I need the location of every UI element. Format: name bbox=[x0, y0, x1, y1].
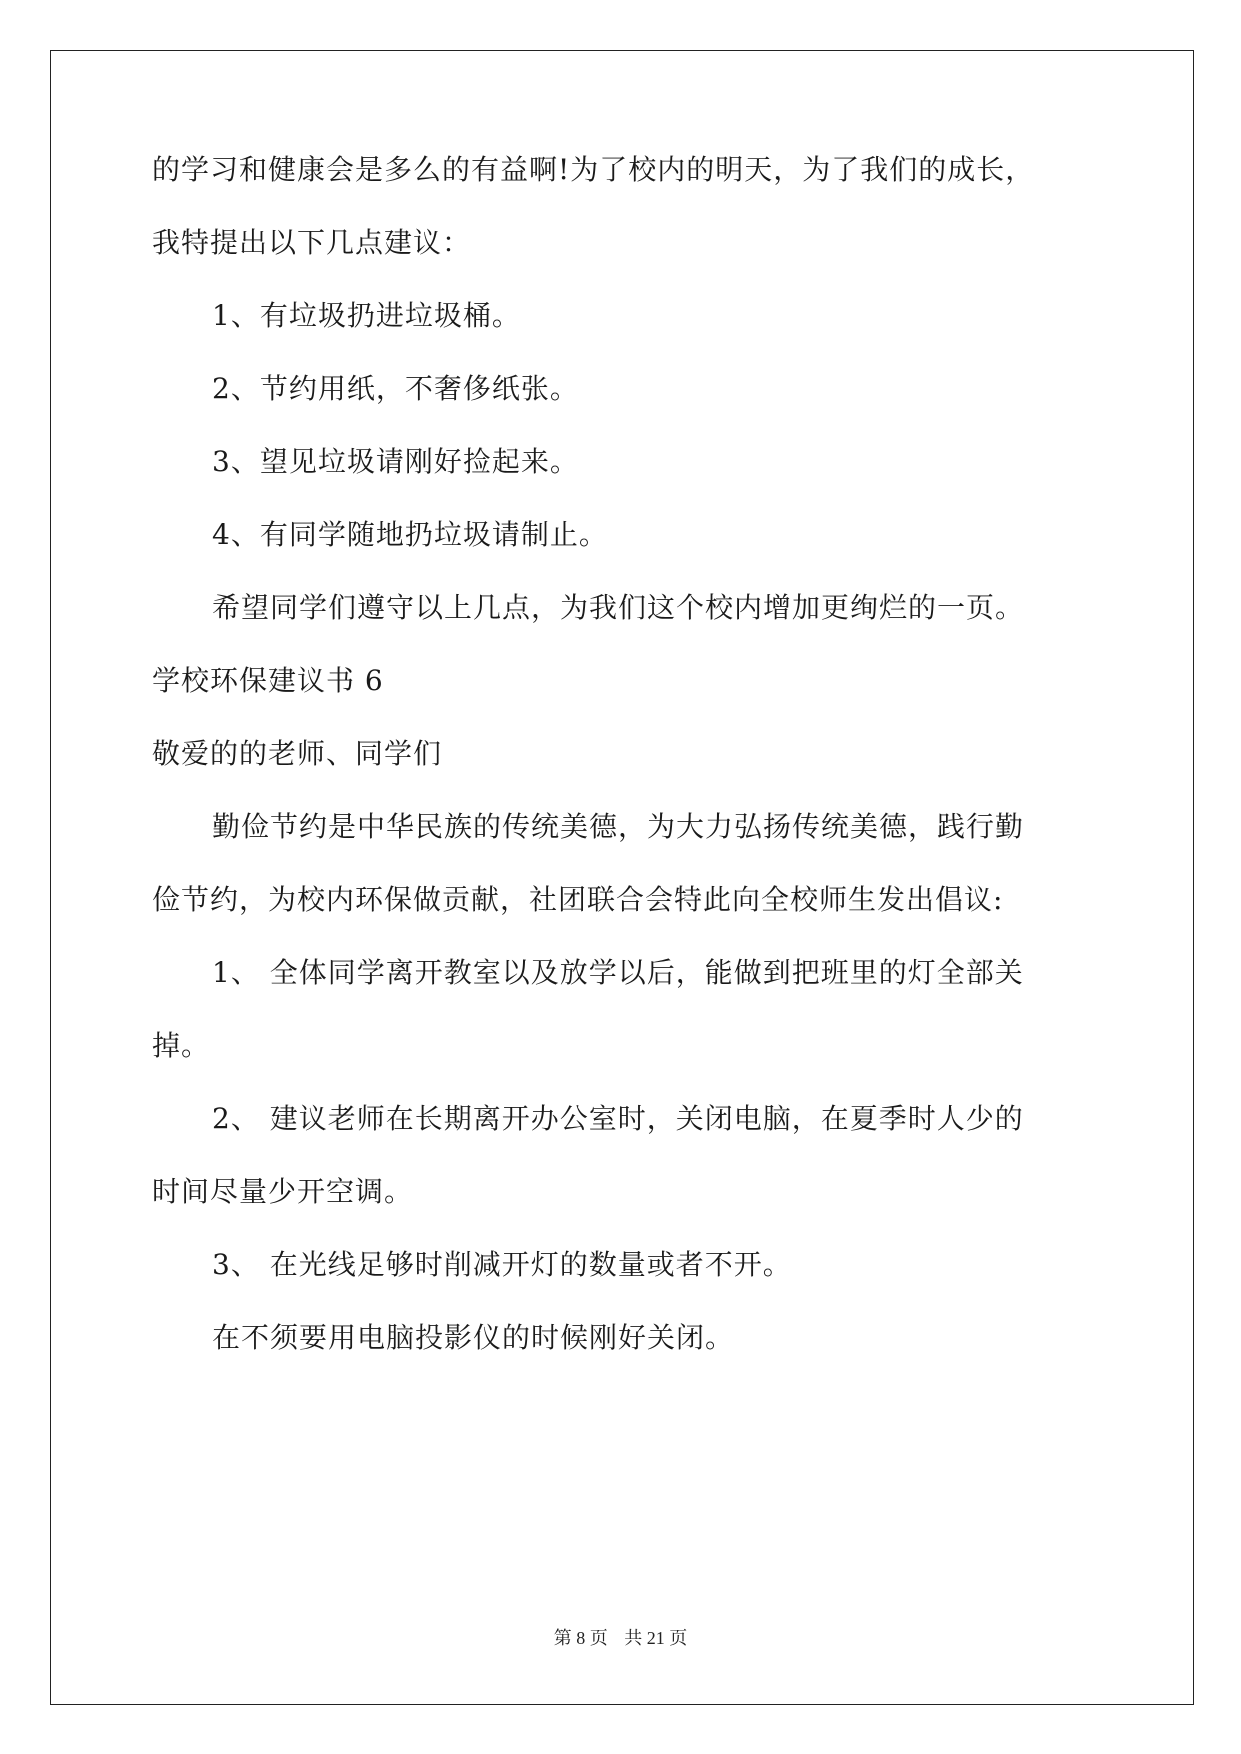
list-item: 2、节约用纸，不奢侈纸张。 bbox=[212, 372, 579, 405]
list-item: 3、 在光线足够时削减开灯的数量或者不开。 bbox=[212, 1248, 792, 1281]
section-title: 学校环保建议书 6 bbox=[152, 664, 384, 697]
list-item: 2、 建议老师在长期离开办公室时，关闭电脑，在夏季时人少的 bbox=[212, 1102, 1024, 1135]
paragraph-line: 掉。 bbox=[152, 1029, 211, 1062]
salutation: 敬爱的的老师、同学们 bbox=[152, 737, 443, 770]
paragraph-line: 在不须要用电脑投影仪的时候刚好关闭。 bbox=[212, 1321, 735, 1354]
list-item: 4、有同学随地扔垃圾请制止。 bbox=[212, 518, 608, 551]
paragraph-line: 时间尽量少开空调。 bbox=[152, 1175, 414, 1208]
list-item: 1、有垃圾扔进垃圾桶。 bbox=[212, 299, 521, 332]
paragraph-line: 勤俭节约是中华民族的传统美德，为大力弘扬传统美德，践行勤 bbox=[212, 810, 1025, 843]
paragraph-line: 我特提出以下几点建议： bbox=[152, 226, 472, 259]
page-number: 第 8 页 bbox=[553, 1628, 608, 1648]
list-item: 3、望见垃圾请刚好捡起来。 bbox=[212, 445, 579, 478]
page-footer bbox=[0, 1624, 1241, 1650]
page-total: 共 21 页 bbox=[624, 1628, 688, 1648]
list-item: 1、 全体同学离开教室以及放学以后，能做到把班里的灯全部关 bbox=[212, 956, 1024, 989]
paragraph-line: 希望同学们遵守以上几点，为我们这个校内增加更绚烂的一页。 bbox=[212, 591, 1025, 624]
paragraph-line: 俭节约，为校内环保做贡献，社团联合会特此向全校师生发出倡议: bbox=[152, 883, 1004, 916]
paragraph-line: 的学习和健康会是多么的有益啊!为了校内的明天，为了我们的成长， bbox=[152, 153, 1035, 186]
